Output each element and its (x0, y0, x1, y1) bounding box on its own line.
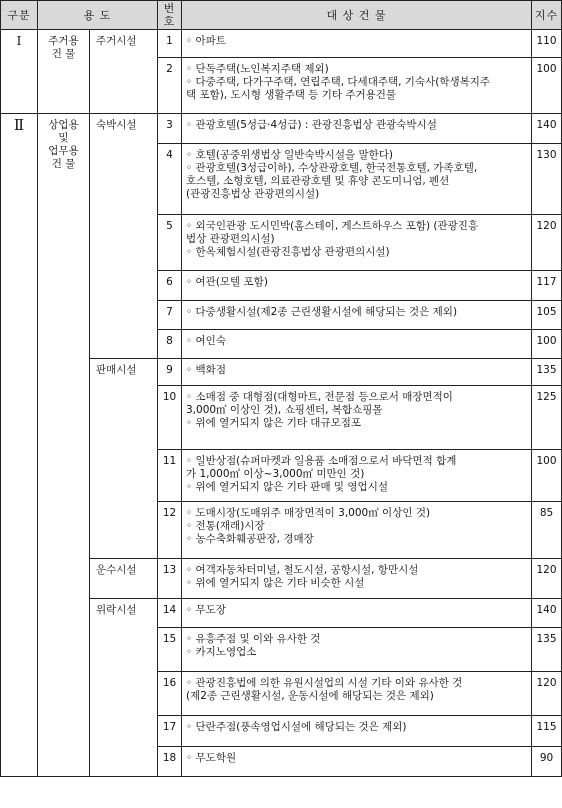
row-num: 14 (158, 599, 182, 628)
row-index: 120 (532, 215, 562, 271)
group-roman-cell (1, 30, 38, 114)
row-num: 10 (158, 386, 182, 450)
target-line: ◦ 무도학원 (186, 752, 237, 764)
row-target (182, 330, 532, 359)
category-line: 건 물 (51, 158, 76, 170)
category-line: 상업용 (48, 119, 79, 131)
row-target (182, 359, 532, 386)
facility-transport: 운수시설 (96, 564, 137, 576)
target-line: (제2종 근린생활시설, 운동시설에 해당되는 것은 제외) (186, 690, 434, 702)
target-line: ◦ 외국인관광 도시민박(홈스테이, 게스트하우스 포함) (관광진흥 (186, 220, 479, 232)
target-line: ◦ 여인숙 (186, 335, 226, 347)
row-index: 135 (532, 359, 562, 386)
row-target (182, 58, 532, 114)
row-index: 100 (532, 58, 562, 114)
target-line: ◦ 아파트 (186, 35, 226, 47)
target-line: ◦ 한옥체험시설(관광진흥법상 관광편의시설) (186, 246, 390, 258)
target-line: ◦ 유흥주점 및 이와 유사한 것 (186, 633, 321, 645)
header-target: 대 상 건 물 (182, 1, 532, 30)
row-target (182, 30, 532, 58)
row-index: 140 (532, 114, 562, 144)
header-row (1, 1, 562, 30)
row-target (182, 215, 532, 271)
facility-cell (90, 599, 158, 777)
row-index: 115 (532, 716, 562, 747)
row-num: 17 (158, 716, 182, 747)
target-line: ◦ 위에 열거되지 않은 기타 비슷한 시설 (186, 577, 365, 589)
group-roman-cell (1, 114, 38, 777)
target-line: ◦ 단란주점(풍속영업시설에 해당되는 것은 제외) (186, 721, 407, 733)
row-index: 110 (532, 30, 562, 58)
row-target (182, 502, 532, 559)
target-line: ◦ 농수축화훼공판장, 경매장 (186, 533, 314, 545)
facility-retail: 판매시설 (96, 364, 137, 376)
target-line: ◦ 소매점 중 대형점(대형마트, 전문점 등으로서 매장면적이 (186, 391, 453, 403)
header-gubun: 구분 (1, 1, 38, 30)
table-row (1, 114, 562, 144)
category-line: 업무용 (48, 145, 79, 157)
row-num: 6 (158, 271, 182, 301)
row-index: 125 (532, 386, 562, 450)
row-num: 13 (158, 559, 182, 599)
row-num: 15 (158, 628, 182, 672)
facility-cell (90, 559, 158, 599)
row-target (182, 144, 532, 215)
group-roman-1: Ⅰ (16, 34, 22, 48)
facility-residential: 주거시설 (96, 35, 137, 47)
target-line: ◦ 관광진흥법에 의한 유원시설업의 시설 기타 이와 유사한 것 (186, 677, 463, 689)
row-num: 11 (158, 450, 182, 502)
target-line: ◦ 위에 열거되지 않은 기타 판매 및 영업시설 (186, 481, 388, 493)
target-line: 법상 관광편의시설) (186, 233, 275, 245)
target-line: (관광진흥법상 관광편의시설) (186, 188, 320, 200)
row-num: 7 (158, 301, 182, 330)
row-num: 12 (158, 502, 182, 559)
target-line: ◦ 단독주택(노인복지주택 제외) (186, 63, 329, 75)
row-target (182, 301, 532, 330)
target-line: 호스텔, 소형호텔, 의료관광호텔 및 휴양 콘도미니엄, 펜션 (186, 175, 450, 187)
target-line: ◦ 카지노영업소 (186, 646, 257, 658)
row-target (182, 114, 532, 144)
row-target (182, 271, 532, 301)
row-num: 9 (158, 359, 182, 386)
header-index: 지수 (532, 1, 562, 30)
row-index: 120 (532, 672, 562, 716)
facility-cell (90, 30, 158, 114)
table-row (1, 30, 562, 58)
row-num: 8 (158, 330, 182, 359)
facility-lodging: 숙박시설 (96, 119, 137, 131)
row-target (182, 628, 532, 672)
target-line: ◦ 호텔(공중위생법상 일반숙박시설을 말한다) (186, 149, 393, 161)
row-target (182, 559, 532, 599)
row-target (182, 672, 532, 716)
row-index: 135 (532, 628, 562, 672)
target-line: ◦ 관광호텔(5성급·4성급) : 관광진흥법상 관광숙박시설 (186, 119, 437, 131)
row-num: 4 (158, 144, 182, 215)
facility-cell (90, 359, 158, 559)
row-target (182, 386, 532, 450)
header-yongdo: 용 도 (38, 1, 158, 30)
row-num: 3 (158, 114, 182, 144)
target-line: ◦ 여관(모텔 포함) (186, 276, 268, 288)
row-index: 105 (532, 301, 562, 330)
group-roman-2: Ⅱ (13, 116, 25, 134)
header-num: 번호 (158, 1, 182, 30)
row-num: 2 (158, 58, 182, 114)
target-line: ◦ 전통(재래)시장 (186, 520, 265, 532)
facility-entertainment: 위락시설 (96, 604, 137, 616)
row-index: 100 (532, 450, 562, 502)
target-line: ◦ 다중생활시설(제2종 근린생활시설에 해당되는 것은 제외) (186, 306, 458, 318)
category-cell (38, 30, 90, 114)
category-line: 주거용 (48, 35, 79, 47)
row-index: 130 (532, 144, 562, 215)
row-num: 5 (158, 215, 182, 271)
category-line: 및 (58, 132, 69, 144)
row-target (182, 747, 532, 777)
target-line: ◦ 다중주택, 다가구주택, 연립주택, 다세대주택, 기숙사(학생복지주 (186, 76, 491, 88)
row-target (182, 599, 532, 628)
row-target (182, 716, 532, 747)
row-target (182, 450, 532, 502)
row-index: 90 (532, 747, 562, 777)
row-index: 85 (532, 502, 562, 559)
row-index: 120 (532, 559, 562, 599)
row-index: 117 (532, 271, 562, 301)
target-line: 택 포함), 도시형 생활주택 등 기타 주거용건물 (186, 89, 397, 101)
row-num: 16 (158, 672, 182, 716)
target-line: ◦ 관광호텔(3성급이하), 수상관광호텔, 한국전통호텔, 가족호텔, (186, 162, 478, 174)
target-line: ◦ 무도장 (186, 604, 226, 616)
row-index: 140 (532, 599, 562, 628)
row-num: 18 (158, 747, 182, 777)
target-line: 3,000㎡ 이상인 것), 쇼핑센터, 복합쇼핑몰 (186, 404, 383, 416)
target-line: ◦ 백화점 (186, 364, 226, 376)
target-line: ◦ 위에 열거되지 않은 기타 대규모점포 (186, 417, 362, 429)
category-line: 건 물 (51, 48, 76, 60)
target-line: ◦ 도매시장(도매위주 매장면적이 3,000㎡ 이상인 것) (186, 507, 431, 519)
row-num: 1 (158, 30, 182, 58)
category-cell (38, 114, 90, 777)
facility-cell (90, 114, 158, 359)
target-line: ◦ 일반상점(슈퍼마켓과 일용품 소매점으로서 바닥면적 합계 (186, 455, 457, 467)
row-index: 100 (532, 330, 562, 359)
target-line: ◦ 여객자동차터미널, 철도시설, 공항시설, 항만시설 (186, 564, 419, 576)
target-line: 가 1,000㎡ 이상~3,000㎡ 미만인 것) (186, 468, 365, 480)
